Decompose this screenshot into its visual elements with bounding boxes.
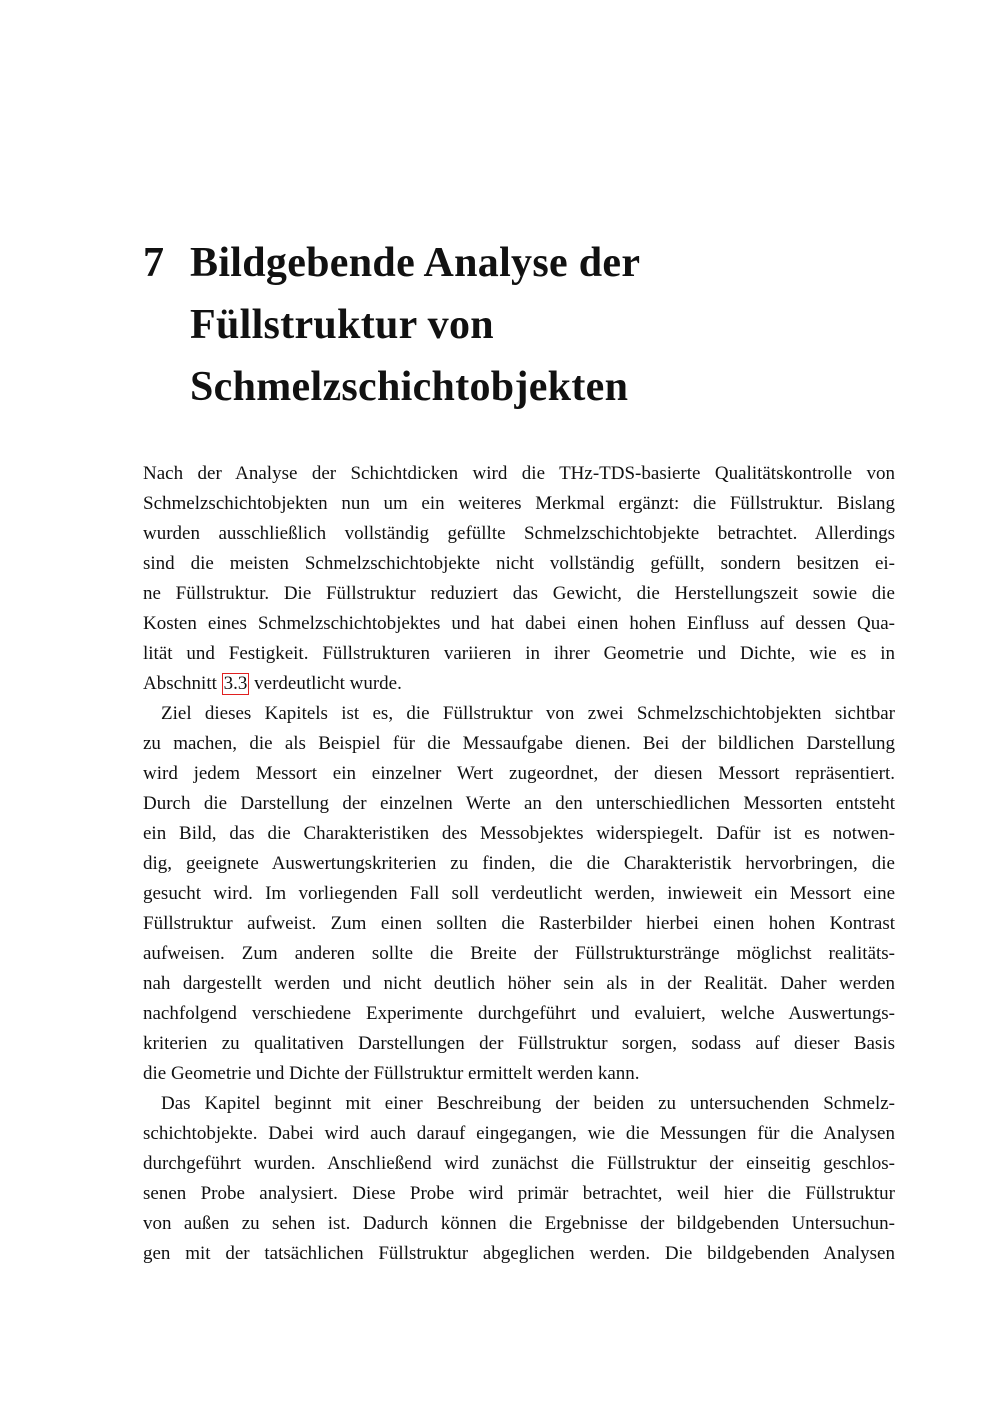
paragraph	[143, 459, 895, 699]
text-line: kriterien zu qualitativen Darstellungen der Füllstruktur sorgen, sodass auf dieser Basis	[143, 1033, 895, 1054]
text-line: dig, geeignete Auswertungskriterien zu finden, die die Charakteristik hervorbringen, die	[143, 853, 895, 874]
text-line: wurden ausschließlich vollständig gefüllte Schmelzschichtobjekte betrachtet. Allerdings	[143, 523, 895, 544]
text-line: Das Kapitel beginnt mit einer Beschreibung der beiden zu untersuchenden Schmelz-	[161, 1093, 895, 1114]
chapter-title	[190, 232, 640, 418]
text-line: lität und Festigkeit. Füllstrukturen variieren in ihrer Geometrie und Dichte, wie es in	[143, 643, 895, 664]
text-line: schichtobjekte. Dabei wird auch darauf eingegangen, wie die Messungen für die Analysen	[143, 1123, 895, 1144]
body-text	[143, 459, 895, 1269]
text-line: Füllstruktur aufweist. Zum einen sollten die Rasterbilder hierbei einen hohen Kontrast	[143, 913, 895, 934]
text-fragment: Abschnitt	[143, 673, 217, 694]
paragraph	[143, 699, 895, 1089]
text-line: senen Probe analysiert. Diese Probe wird primär betrachtet, weil hier die Füllstruktur	[143, 1183, 895, 1204]
text-line: wird jedem Messort ein einzelner Wert zugeordnet, der diesen Messort repräsentiert.	[143, 763, 895, 784]
text-line: Durch die Darstellung der einzelnen Werte an den unterschiedlichen Messorten entsteht	[143, 793, 895, 814]
text-line: Schmelzschichtobjekten nun um ein weiteres Merkmal ergänzt: die Füllstruktur. Bislang	[143, 493, 895, 514]
text-line: Nach der Analyse der Schichtdicken wird die THz-TDS-basierte Qualitätskontrolle von	[143, 463, 895, 484]
text-line: zu machen, die als Beispiel für die Messaufgabe dienen. Bei der bildlichen Darstellung	[143, 733, 895, 754]
text-line: durchgeführt wurden. Anschließend wird zunächst die Füllstruktur der einseitig geschlos-	[143, 1153, 895, 1174]
text-line: ne Füllstruktur. Die Füllstruktur reduziert das Gewicht, die Herstellungszeit sowie die	[143, 583, 895, 604]
chapter-number: 7	[143, 240, 164, 286]
text-line: gesucht wird. Im vorliegenden Fall soll verdeutlicht werden, inwieweit ein Messort eine	[143, 883, 895, 904]
text-line: die Geometrie und Dichte der Füllstruktur ermittelt werden kann.	[143, 1063, 640, 1084]
text-line: ein Bild, das die Charakteristiken des Messobjektes widerspiegelt. Dafür ist es notwen-	[143, 823, 895, 844]
section-reference-link[interactable]: 3.3	[223, 673, 248, 694]
text-line: von außen zu sehen ist. Dadurch können die Ergebnisse der bildgebenden Untersuchun-	[143, 1213, 895, 1234]
text-line: sind die meisten Schmelzschichtobjekte nicht vollständig gefüllt, sondern besitzen ei-	[143, 553, 895, 574]
text-line	[143, 669, 895, 699]
chapter-title-line: Schmelzschichtobjekten	[190, 364, 629, 410]
text-line: nachfolgend verschiedene Experimente durchgeführt und evaluiert, welche Auswertungs-	[143, 1003, 895, 1024]
text-line: nah dargestellt werden und nicht deutlich höher sein als in der Realität. Daher werden	[143, 973, 895, 994]
paragraph	[143, 1089, 895, 1269]
text-fragment: verdeutlicht wurde.	[254, 673, 402, 694]
text-line: Kosten eines Schmelzschichtobjektes und hat dabei einen hohen Einfluss auf dessen Qua-	[143, 613, 895, 634]
chapter-heading	[143, 232, 863, 418]
text-line: gen mit der tatsächlichen Füllstruktur abgeglichen werden. Die bildgebenden Analysen	[143, 1243, 895, 1264]
text-line: aufweisen. Zum anderen sollte die Breite der Füllstrukturstränge möglichst realitäts-	[143, 943, 895, 964]
chapter-title-line: Bildgebende Analyse der	[190, 240, 641, 286]
chapter-title-line: Füllstruktur von	[190, 302, 494, 348]
text-line: Ziel dieses Kapitels ist es, die Füllstruktur von zwei Schmelzschichtobjekten sichtbar	[161, 703, 895, 724]
